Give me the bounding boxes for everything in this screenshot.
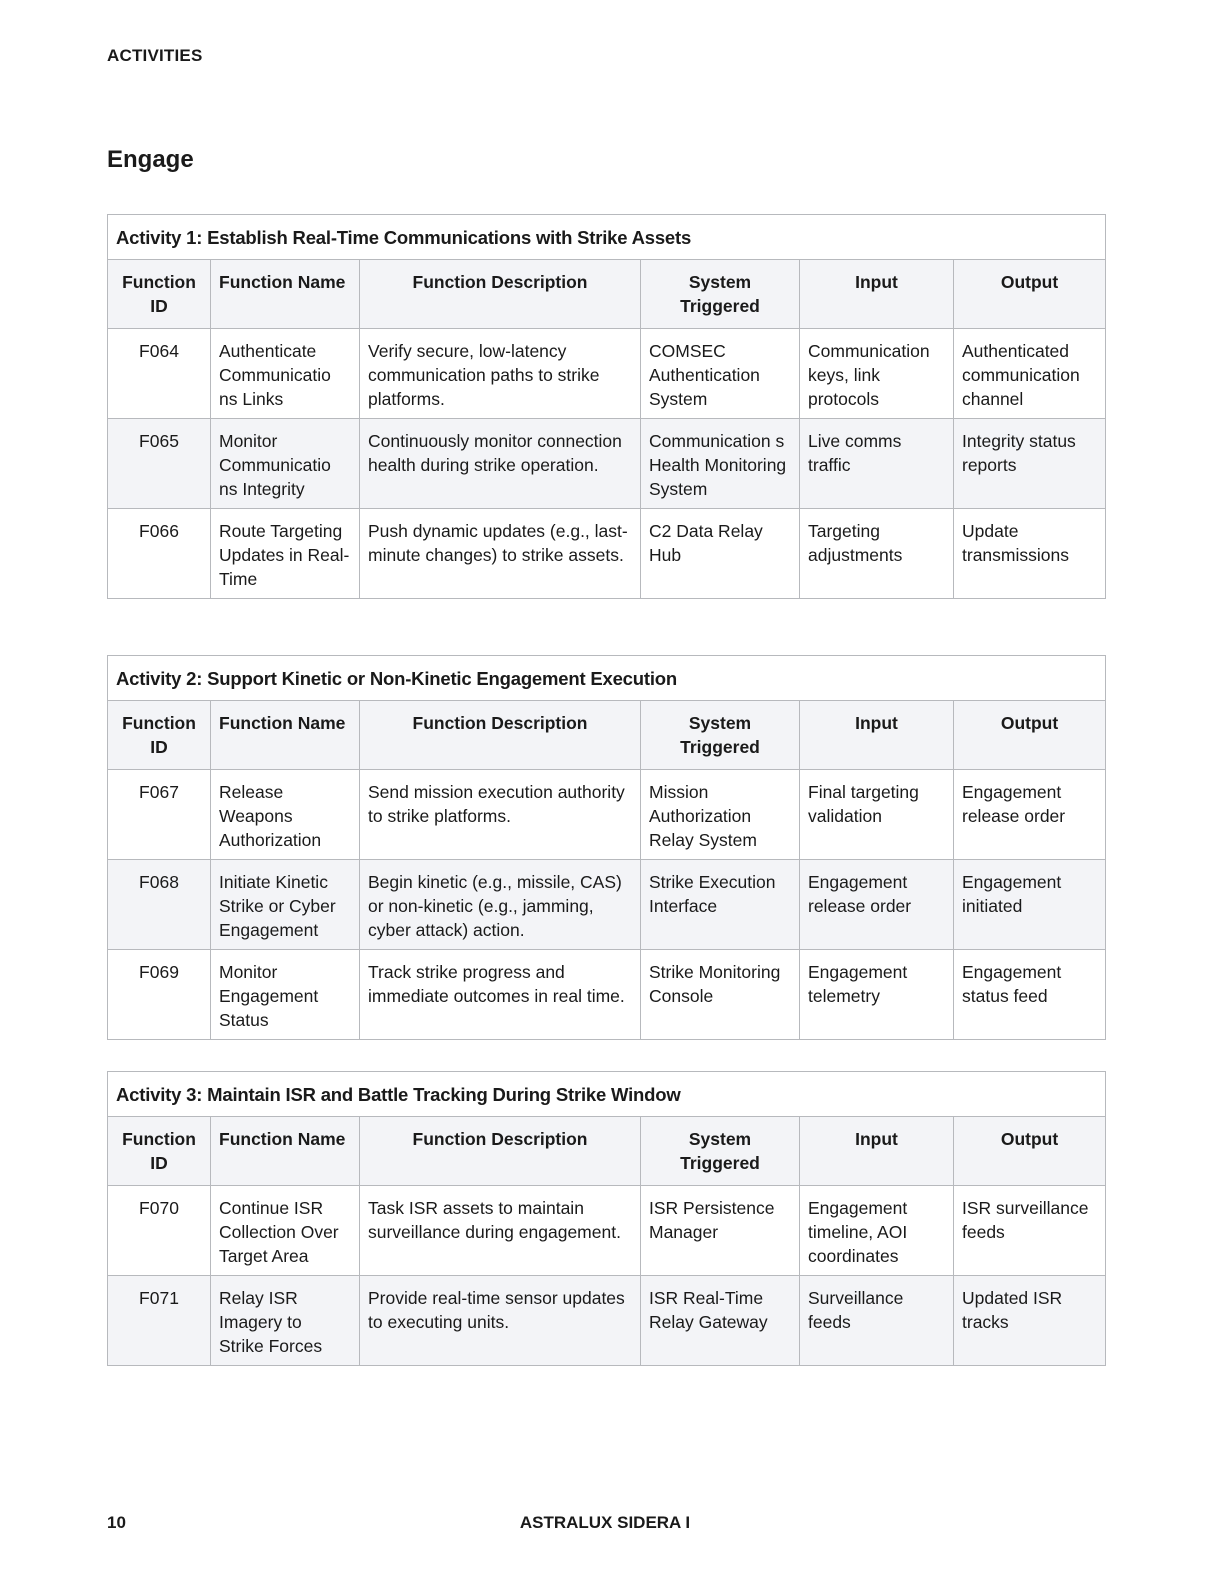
col-header-input: Input (800, 1117, 954, 1186)
col-header-system-triggered: System Triggered (641, 260, 800, 329)
activity-title: Activity 1: Establish Real-Time Communications with Strike Assets (108, 215, 1106, 260)
output: Engagement release order (954, 770, 1106, 860)
function-name: Relay ISR Imagery to Strike Forces (211, 1276, 360, 1366)
col-header-input: Input (800, 260, 954, 329)
function-name: Release Weapons Authorization (211, 770, 360, 860)
col-header-function-id: Function ID (108, 701, 211, 770)
function-description: Provide real-time sensor updates to executing units. (360, 1276, 641, 1366)
col-header-system-triggered: System Triggered (641, 1117, 800, 1186)
function-description: Verify secure, low-latency communication paths to strike platforms. (360, 329, 641, 419)
output: ISR surveillance feeds (954, 1186, 1106, 1276)
col-header-function-name: Function Name (211, 1117, 360, 1186)
function-description: Task ISR assets to maintain surveillance during engagement. (360, 1186, 641, 1276)
table-row (108, 1276, 1106, 1366)
col-header-function-description: Function Description (360, 701, 641, 770)
table-row (108, 509, 1106, 599)
table-header-row (108, 260, 1106, 329)
function-description: Send mission execution authority to strike platforms. (360, 770, 641, 860)
activity-title: Activity 3: Maintain ISR and Battle Tracking During Strike Window (108, 1072, 1106, 1117)
col-header-input: Input (800, 701, 954, 770)
function-id: F064 (108, 329, 211, 419)
output: Engagement status feed (954, 950, 1106, 1040)
function-description: Begin kinetic (e.g., missile, CAS) or non-kinetic (e.g., jamming, cyber attack) action. (360, 860, 641, 950)
activity-table-3 (107, 1071, 1106, 1366)
system-triggered: Communication s Health Monitoring System (641, 419, 800, 509)
input: Final targeting validation (800, 770, 954, 860)
system-triggered: ISR Real-Time Relay Gateway (641, 1276, 800, 1366)
function-id: F071 (108, 1276, 211, 1366)
input: Engagement timeline, AOI coordinates (800, 1186, 954, 1276)
function-id: F069 (108, 950, 211, 1040)
function-name: Continue ISR Collection Over Target Area (211, 1186, 360, 1276)
col-header-function-description: Function Description (360, 1117, 641, 1186)
function-id: F066 (108, 509, 211, 599)
system-triggered: Mission Authorization Relay System (641, 770, 800, 860)
system-triggered: Strike Monitoring Console (641, 950, 800, 1040)
table-row (108, 1186, 1106, 1276)
activity-table-2 (107, 655, 1106, 1040)
table-header-row (108, 701, 1106, 770)
document-title: ASTRALUX SIDERA I (519, 1513, 691, 1532)
function-id: F070 (108, 1186, 211, 1276)
col-header-output: Output (954, 1117, 1106, 1186)
function-name: Monitor Communicatio ns Integrity (211, 419, 360, 509)
table-header-row (108, 1117, 1106, 1186)
function-description: Push dynamic updates (e.g., last-minute changes) to strike assets. (360, 509, 641, 599)
table-row (108, 419, 1106, 509)
input: Live comms traffic (800, 419, 954, 509)
output: Integrity status reports (954, 419, 1106, 509)
table-row (108, 950, 1106, 1040)
activity-title: Activity 2: Support Kinetic or Non-Kinetic Engagement Execution (108, 656, 1106, 701)
col-header-function-name: Function Name (211, 260, 360, 329)
input: Targeting adjustments (800, 509, 954, 599)
table-row (108, 860, 1106, 950)
function-name: Monitor Engagement Status (211, 950, 360, 1040)
input: Surveillance feeds (800, 1276, 954, 1366)
function-name: Authenticate Communicatio ns Links (211, 329, 360, 419)
col-header-system-triggered: System Triggered (641, 701, 800, 770)
col-header-output: Output (954, 701, 1106, 770)
function-id: F067 (108, 770, 211, 860)
col-header-function-id: Function ID (108, 260, 211, 329)
function-name: Initiate Kinetic Strike or Cyber Engagement (211, 860, 360, 950)
function-description: Continuously monitor connection health during strike operation. (360, 419, 641, 509)
output: Updated ISR tracks (954, 1276, 1106, 1366)
table-row (108, 329, 1106, 419)
function-id: F065 (108, 419, 211, 509)
table-row (108, 770, 1106, 860)
function-description: Track strike progress and immediate outcomes in real time. (360, 950, 641, 1040)
activity-table-1 (107, 214, 1106, 599)
output: Update transmissions (954, 509, 1106, 599)
function-id: F068 (108, 860, 211, 950)
page-number: 10 (107, 1513, 126, 1532)
system-triggered: Strike Execution Interface (641, 860, 800, 950)
input: Engagement release order (800, 860, 954, 950)
page-title: Engage (107, 146, 194, 173)
input: Communication keys, link protocols (800, 329, 954, 419)
output: Authenticated communication channel (954, 329, 1106, 419)
input: Engagement telemetry (800, 950, 954, 1040)
col-header-output: Output (954, 260, 1106, 329)
col-header-function-description: Function Description (360, 260, 641, 329)
system-triggered: C2 Data Relay Hub (641, 509, 800, 599)
system-triggered: ISR Persistence Manager (641, 1186, 800, 1276)
col-header-function-id: Function ID (108, 1117, 211, 1186)
system-triggered: COMSEC Authentication System (641, 329, 800, 419)
section-label: ACTIVITIES (107, 46, 203, 65)
function-name: Route Targeting Updates in Real-Time (211, 509, 360, 599)
output: Engagement initiated (954, 860, 1106, 950)
col-header-function-name: Function Name (211, 701, 360, 770)
